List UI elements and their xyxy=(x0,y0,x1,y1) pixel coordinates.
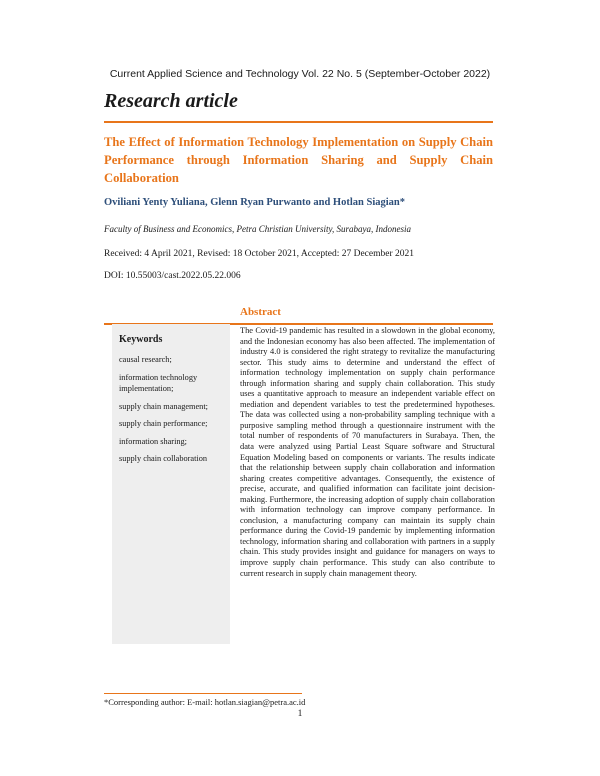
footnote-divider xyxy=(104,693,302,694)
article-title: The Effect of Information Technology Implementation on Supply Chain Performance through Information Sharing and Supply Chain Collaboration xyxy=(104,135,493,185)
received-dates: Received: 4 April 2021, Revised: 18 October 2021, Accepted: 27 December 2021 xyxy=(104,249,414,259)
abstract-heading: Abstract xyxy=(240,306,281,318)
keyword-item: information sharing; xyxy=(119,436,187,446)
keyword-item: information technology implementation; xyxy=(119,372,198,393)
keywords-heading: Keywords xyxy=(119,334,163,345)
title-divider xyxy=(104,121,493,123)
affiliation: Faculty of Business and Economics, Petra Christian University, Surabaya, Indonesia xyxy=(104,224,411,234)
author-list: Oviliani Yenty Yuliana, Glenn Ryan Purwanto and Hotlan Siagian* xyxy=(104,197,405,208)
keyword-item: causal research; xyxy=(119,355,172,364)
keywords-list xyxy=(119,354,227,471)
journal-header: Current Applied Science and Technology Vol. 22 No. 5 (September-October 2022) xyxy=(109,68,491,80)
abstract-body: The Covid-19 pandemic has resulted in a slowdown in the global economy, and the Indonesian economy has also been affected. The implementation of industry 4.0 is considered the right strategy to revitalize the manufacturing sector. This study aims to determine and understand the effect of information technology implementation on supply chain performance through information sharing and supply chain collaboration. This study uses a quantitative approach to measure an independent variable effect on mediation and dependent variables to test the predetermined hypotheses. The data was collected using a non-probability sampling technique with a purposive sampling method through a questionnaire instrument with the total number of respondents of 70 manufacturers in Surabaya. Then, the data were analyzed using Partial Least Square software and Structural Equation Modeling based on components or variants. The results indicate that the relationship between supply chain collaboration and information sharing creates competitive advantages. Consequently, the existence of precise, accurate, and qualified information can facilitate joint decision-making. Furthermore, the increasing adoption of supply chain collaboration with information technology can improve company performance. In conclusion, a manufacturing company can maintain its supply chain performance during the Covid-19 pandemic by implementing information technology, information sharing and collaboration with partners in a supply chain. This study provides insight and guidance for managers on ways to improve supply chain performance. This study can also contribute to current research in supply chain management theory. xyxy=(240,326,495,578)
article-type: Research article xyxy=(104,90,238,112)
keyword-item: supply chain management; xyxy=(119,401,208,411)
doi: DOI: 10.55003/cast.2022.05.22.006 xyxy=(104,271,241,281)
keyword-item: supply chain collaboration xyxy=(119,454,208,463)
page-number: 1 xyxy=(297,709,303,719)
keyword-item: supply chain performance; xyxy=(119,419,208,428)
corresponding-author-footnote: *Corresponding author: E-mail: hotlan.siagian@petra.ac.id xyxy=(104,697,306,707)
